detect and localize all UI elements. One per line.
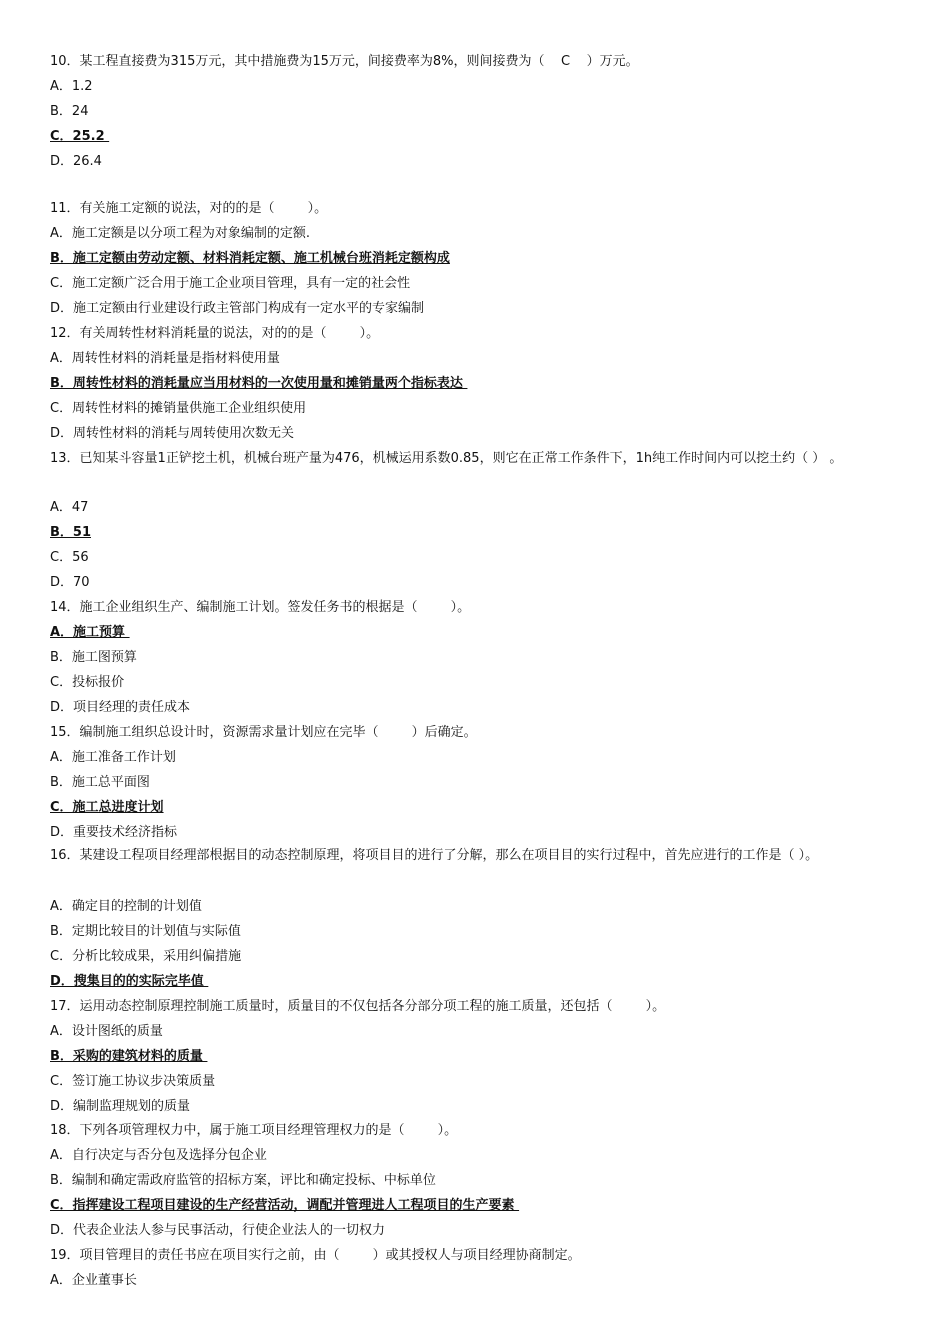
question-14-stem: 14．施工企业组织生产、编制施工计划。签发任务书的根据是（ ）。 [50, 600, 471, 615]
question-15-stem: 15．编制施工组织总设计时，资源需求量计划应在完毕（ ）后确定。 [50, 725, 477, 740]
question-14-option-b: B．施工图预算 [50, 650, 137, 665]
question-16-option-d-correct: D．搜集目的的实际完毕值 [50, 974, 209, 989]
question-11-option-a: A．施工定额是以分项工程为对象编制的定额. [50, 226, 311, 241]
question-16-option-a: A．确定目的控制的计划值 [50, 899, 202, 914]
question-18-option-d: D．代表企业法人参与民事活动，行使企业法人的一切权力 [50, 1223, 386, 1238]
question-14-option-d: D．项目经理的责任成本 [50, 700, 191, 715]
question-18-option-a: A．自行决定与否分包及选择分包企业 [50, 1148, 267, 1163]
question-14-option-c: C．投标报价 [50, 675, 125, 690]
question-17-stem: 17．运用动态控制原理控制施工质量时，质量目的不仅包括各分部分项工程的施工质量，还包括（ ）。 [50, 999, 666, 1014]
question-11-stem: 11．有关施工定额的说法，对的的是（ ）。 [50, 201, 328, 216]
question-17-option-a: A．设计图纸的质量 [50, 1024, 163, 1039]
question-13-option-a: A．47 [50, 500, 89, 515]
question-17-option-b-correct: B．采购的建筑材料的质量 [50, 1049, 208, 1064]
question-15-option-d: D．重要技术经济指标 [50, 825, 178, 840]
question-11-option-d: D．施工定额由行业建设行政主管部门构成有一定水平的专家编制 [50, 301, 425, 316]
question-12-option-c: C．周转性材料的摊销量供施工企业组织使用 [50, 401, 307, 416]
question-19-option-a: A．企业董事长 [50, 1273, 137, 1288]
question-10-option-a: A．1.2 [50, 79, 93, 94]
question-18-stem: 18．下列各项管理权力中，属于施工项目经理管理权力的是（ ）。 [50, 1123, 458, 1138]
question-16-stem: 16．某建设工程项目经理部根据目的动态控制原理，将项目目的进行了分解，那么在项目目的实行过程中，首先应进行的工作是（ ）。 [50, 848, 819, 863]
question-12-option-b-correct: B．周转性材料的消耗量应当用材料的一次使用量和摊销量两个指标表达 [50, 376, 468, 391]
question-12-stem: 12．有关周转性材料消耗量的说法，对的的是（ ）。 [50, 326, 380, 341]
question-17-option-d: D．编制监理规划的质量 [50, 1099, 191, 1114]
question-16-option-b: B．定期比较目的计划值与实际值 [50, 924, 241, 939]
question-15-option-b: B．施工总平面图 [50, 775, 150, 790]
question-12-option-a: A．周转性材料的消耗量是指材料使用量 [50, 351, 280, 366]
question-18-option-b: B．编制和确定需政府监管的招标方案，评比和确定投标、中标单位 [50, 1173, 436, 1188]
question-15-option-c-correct: C．施工总进度计划 [50, 800, 164, 815]
question-10-option-c-correct: C．25.2 [50, 129, 110, 144]
question-12-option-d: D．周转性材料的消耗与周转使用次数无关 [50, 426, 295, 441]
question-10-stem: 10．某工程直接费为315万元，其中措施费为15万元，间接费率为8%，则间接费为（ C ）万元。 [50, 54, 639, 69]
question-17-option-c: C．签订施工协议步决策质量 [50, 1074, 216, 1089]
question-19-stem: 19．项目管理目的责任书应在项目实行之前，由（ ）或其授权人与项目经理协商制定。 [50, 1248, 581, 1263]
question-13-option-d: D．70 [50, 575, 90, 590]
question-10-option-d: D．26.4 [50, 154, 102, 169]
question-14-option-a-correct: A．施工预算 [50, 625, 130, 640]
question-11-option-b-correct: B．施工定额由劳动定额、材料消耗定额、施工机械台班消耗定额构成 [50, 251, 450, 266]
question-11-option-c: C．施工定额广泛合用于施工企业项目管理，具有一定的社会性 [50, 276, 411, 291]
question-16-option-c: C．分析比较成果，采用纠偏措施 [50, 949, 242, 964]
question-13-option-b-correct: B．51 [50, 525, 91, 540]
question-15-option-a: A．施工准备工作计划 [50, 750, 176, 765]
question-18-option-c-correct: C．指挥建设工程项目建设的生产经营活动，调配并管理进人工程项目的生产要素 [50, 1198, 520, 1213]
question-13-option-c: C．56 [50, 550, 89, 565]
question-10-option-b: B．24 [50, 104, 89, 119]
question-13-stem: 13．已知某斗容量1正铲挖土机，机械台班产量为476，机械运用系数0.85，则它在正常工作条件下，1h纯工作时间内可以挖土约（ ） 。 [50, 451, 843, 466]
